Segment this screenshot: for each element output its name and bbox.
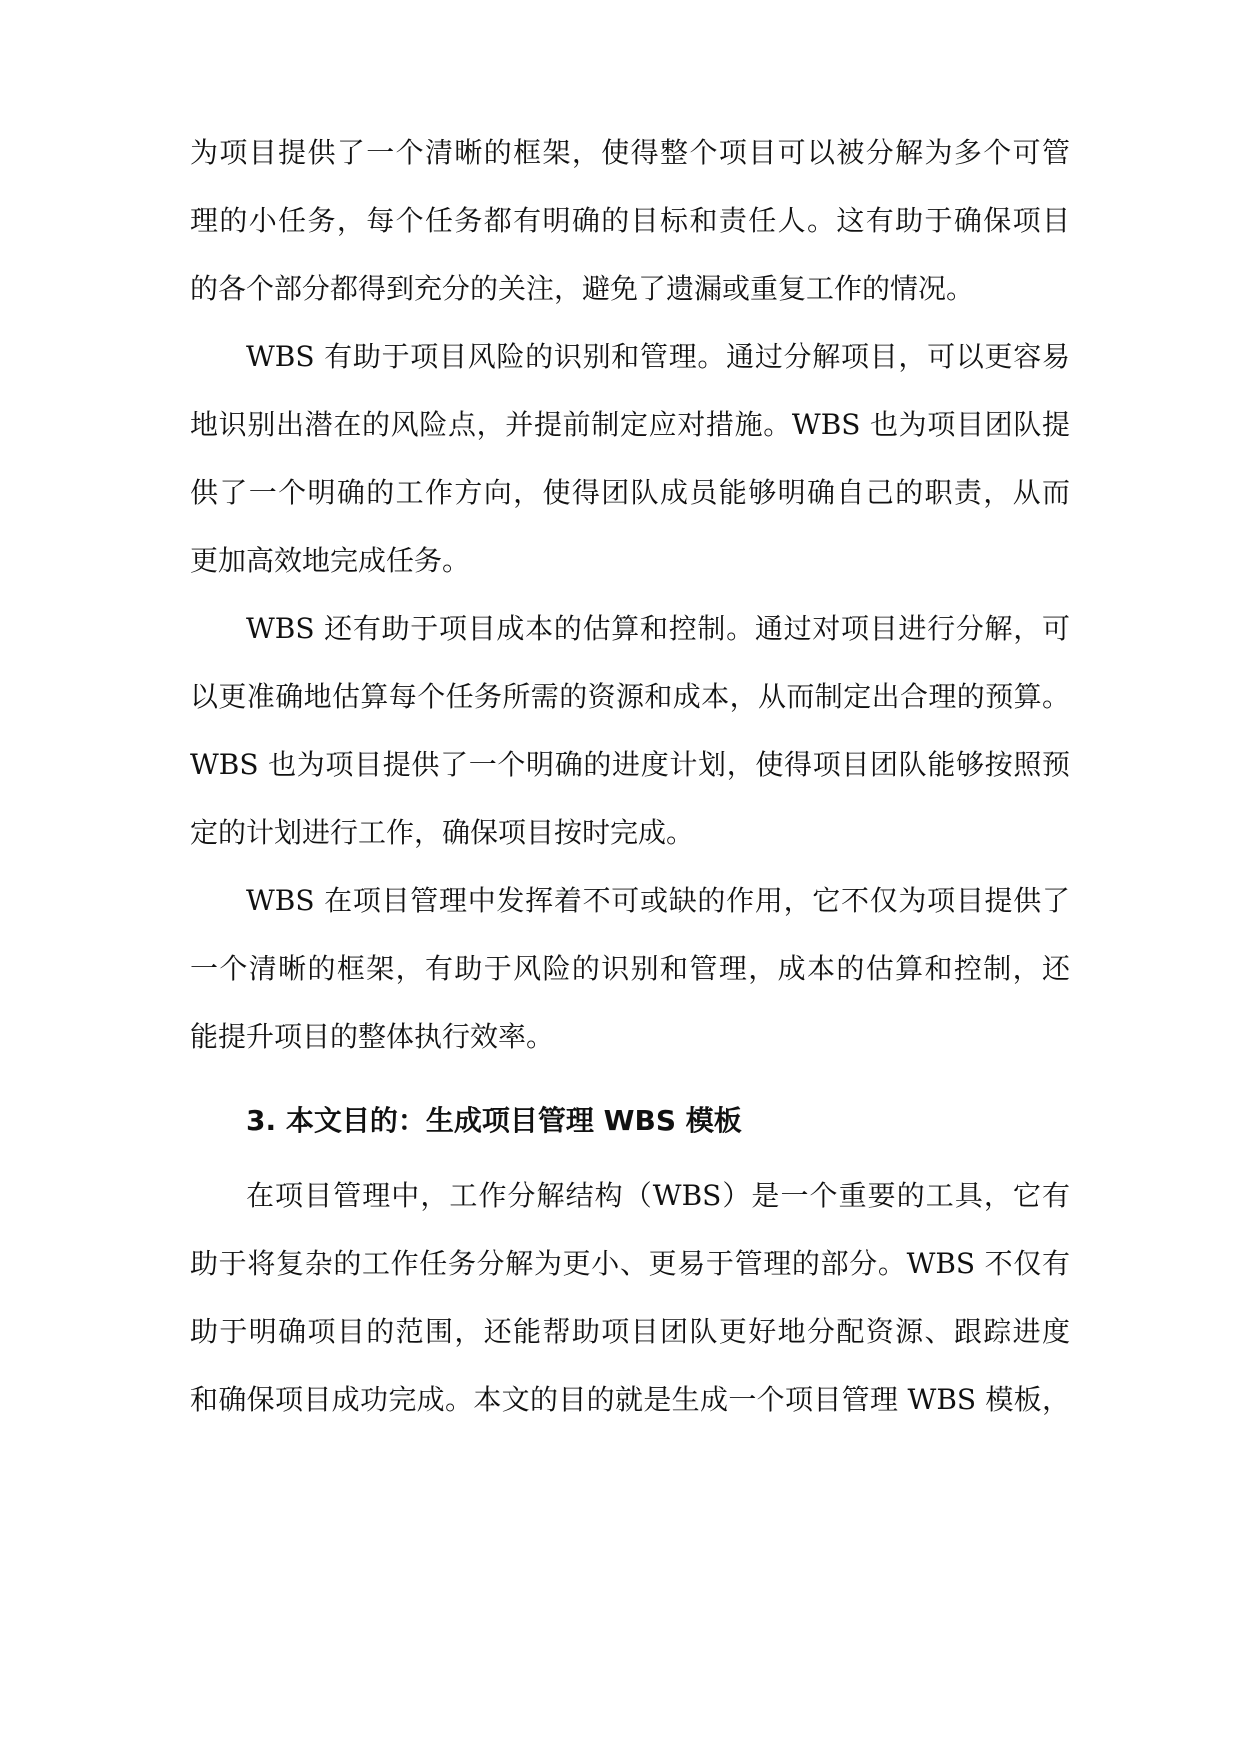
paragraph-2-line-3: 供了一个明确的工作方向，使得团队成员能够明确自己的职责，从而 (190, 476, 1070, 509)
paragraph-3-line-4: 定的计划进行工作，确保项目按时完成。 (190, 816, 695, 849)
section-paragraph-line-4: 和确保项目成功完成。本文的目的就是生成一个项目管理 WBS 模板， (190, 1383, 1070, 1416)
section-heading: 3. 本文目的：生成项目管理 WBS 模板 (246, 1104, 742, 1137)
section-paragraph-line-2: 助于将复杂的工作任务分解为更小、更易于管理的部分。WBS 不仅有 (190, 1247, 1070, 1280)
paragraph-4-line-2: 一个清晰的框架，有助于风险的识别和管理，成本的估算和控制，还 (190, 952, 1070, 985)
paragraph-2-line-2: 地识别出潜在的风险点，并提前制定应对措施。WBS 也为项目团队提 (190, 408, 1070, 441)
paragraph-1-line-1: 为项目提供了一个清晰的框架，使得整个项目可以被分解为多个可管 (190, 136, 1070, 169)
paragraph-3-line-1: WBS 还有助于项目成本的估算和控制。通过对项目进行分解，可 (246, 612, 1070, 645)
paragraph-4-line-1: WBS 在项目管理中发挥着不可或缺的作用，它不仅为项目提供了 (246, 884, 1070, 917)
paragraph-3-line-2: 以更准确地估算每个任务所需的资源和成本，从而制定出合理的预算。 (190, 680, 1070, 713)
section-paragraph-line-1: 在项目管理中，工作分解结构（WBS）是一个重要的工具，它有 (246, 1179, 1070, 1212)
paragraph-1-line-2: 理的小任务，每个任务都有明确的目标和责任人。这有助于确保项目 (190, 204, 1070, 237)
paragraph-2-line-1: WBS 有助于项目风险的识别和管理。通过分解项目，可以更容易 (246, 340, 1070, 373)
paragraph-3-line-3: WBS 也为项目提供了一个明确的进度计划，使得项目团队能够按照预 (190, 748, 1070, 781)
section-paragraph-line-3: 助于明确项目的范围，还能帮助项目团队更好地分配资源、跟踪进度 (190, 1315, 1070, 1348)
paragraph-2-line-4: 更加高效地完成任务。 (190, 544, 471, 577)
paragraph-4-line-3: 能提升项目的整体执行效率。 (190, 1020, 555, 1053)
paragraph-1-line-3: 的各个部分都得到充分的关注，避免了遗漏或重复工作的情况。 (190, 272, 975, 305)
